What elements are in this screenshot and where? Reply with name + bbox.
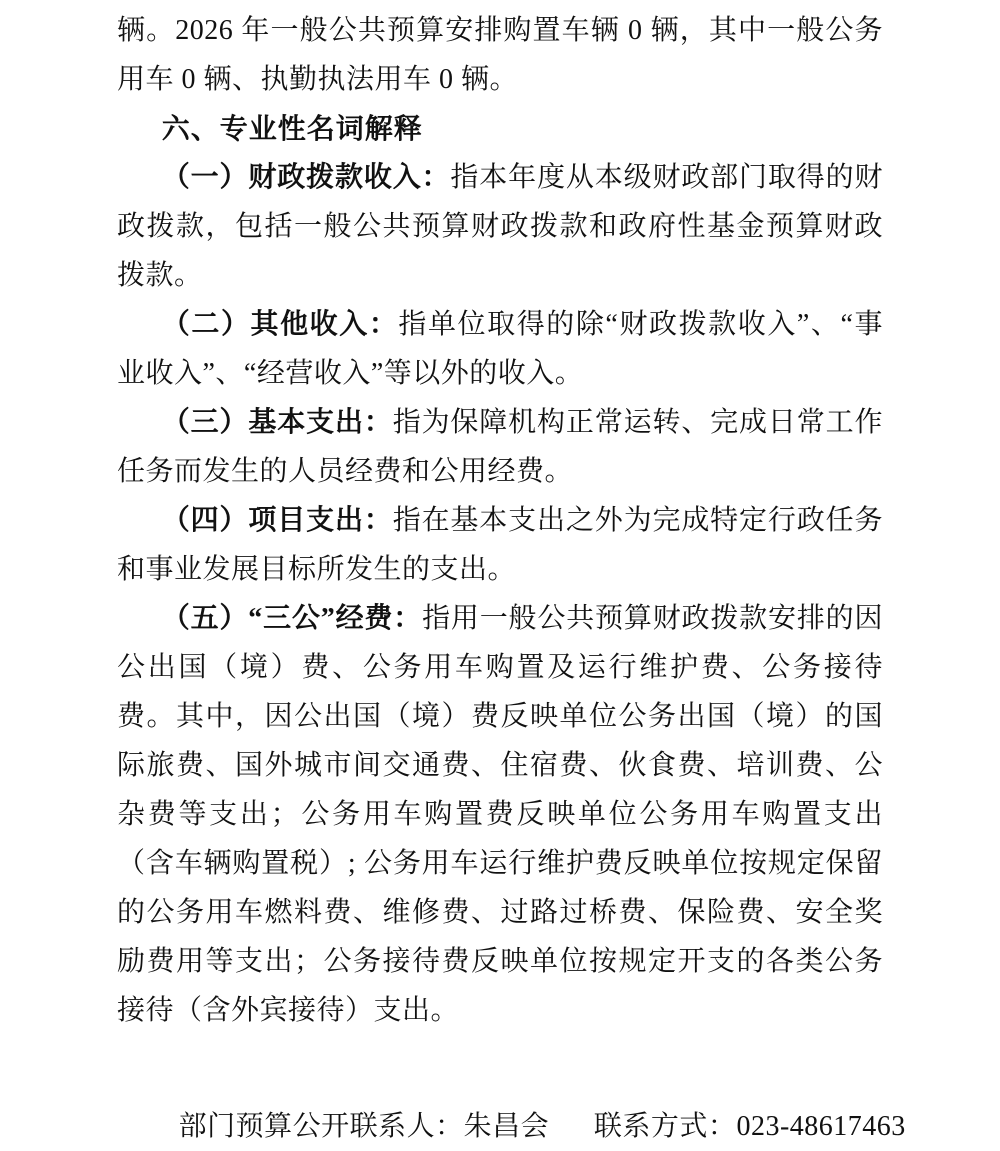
definition-item-fiscal-appropriation-income — [117, 153, 883, 300]
definition-term: （二）其他收入： — [161, 309, 399, 340]
definition-body: 指用一般公共预算财政拨款安排的因公出国（境）费、公务用车购置及运行维护费、公务接待费。其中，因公出国（境）费反映单位公务出国（境）的国际旅费、国外城市间交通费、住宿费、伙食费、培训费、公杂费等支出；公务用车购置费反映单位公务用车购置支出（含车辆购置税）; 公务用车运行维护费反映单位按规定保留的公务用车燃料费、维修费、过路过桥费、保险费、安全奖励费用等支出；公务接待费反映单位按规定开支的各类公务接待（含外宾接待）支出。 — [117, 603, 883, 1026]
paragraph-vehicle-budget-continuation: 辆。2026 年一般公共预算安排购置车辆 0 辆，其中一般公务用车 0 辆、执勤执法用车 0 辆。 — [117, 15, 883, 95]
definition-item-project-expenditure — [117, 496, 883, 594]
contact-person-label: 部门预算公开联系人： — [178, 1111, 464, 1142]
definition-item-other-income — [117, 300, 883, 398]
section-heading-terminology: 六、专业性名词解释 — [161, 113, 423, 144]
contact-method-label: 联系方式： — [593, 1111, 737, 1142]
definition-term: （一）财政拨款收入： — [161, 162, 451, 193]
definition-body: 指本年度从本级财政部门取得的财政拨款，包括一般公共预算财政拨款和政府性基金预算财政拨款。 — [117, 162, 883, 291]
definition-term: （四）项目支出： — [161, 505, 393, 536]
contact-line — [117, 1102, 906, 1151]
definition-body: 指在基本支出之外为完成特定行政任务和事业发展目标所发生的支出。 — [117, 505, 883, 585]
definition-body: 指为保障机构正常运转、完成日常工作任务而发生的人员经费和公用经费。 — [117, 407, 883, 487]
contact-phone-number: 023-48617463 — [736, 1111, 906, 1142]
definition-body: 指单位取得的除“财政拨款收入”、“事业收入”、“经营收入”等以外的收入。 — [117, 309, 883, 389]
contact-person-name: 朱昌会 — [463, 1111, 550, 1142]
definition-item-three-public-funds — [117, 594, 883, 1035]
definition-item-basic-expenditure — [117, 398, 883, 496]
definition-term: （五）“三公”经费： — [161, 603, 423, 634]
definition-term: （三）基本支出： — [161, 407, 393, 438]
